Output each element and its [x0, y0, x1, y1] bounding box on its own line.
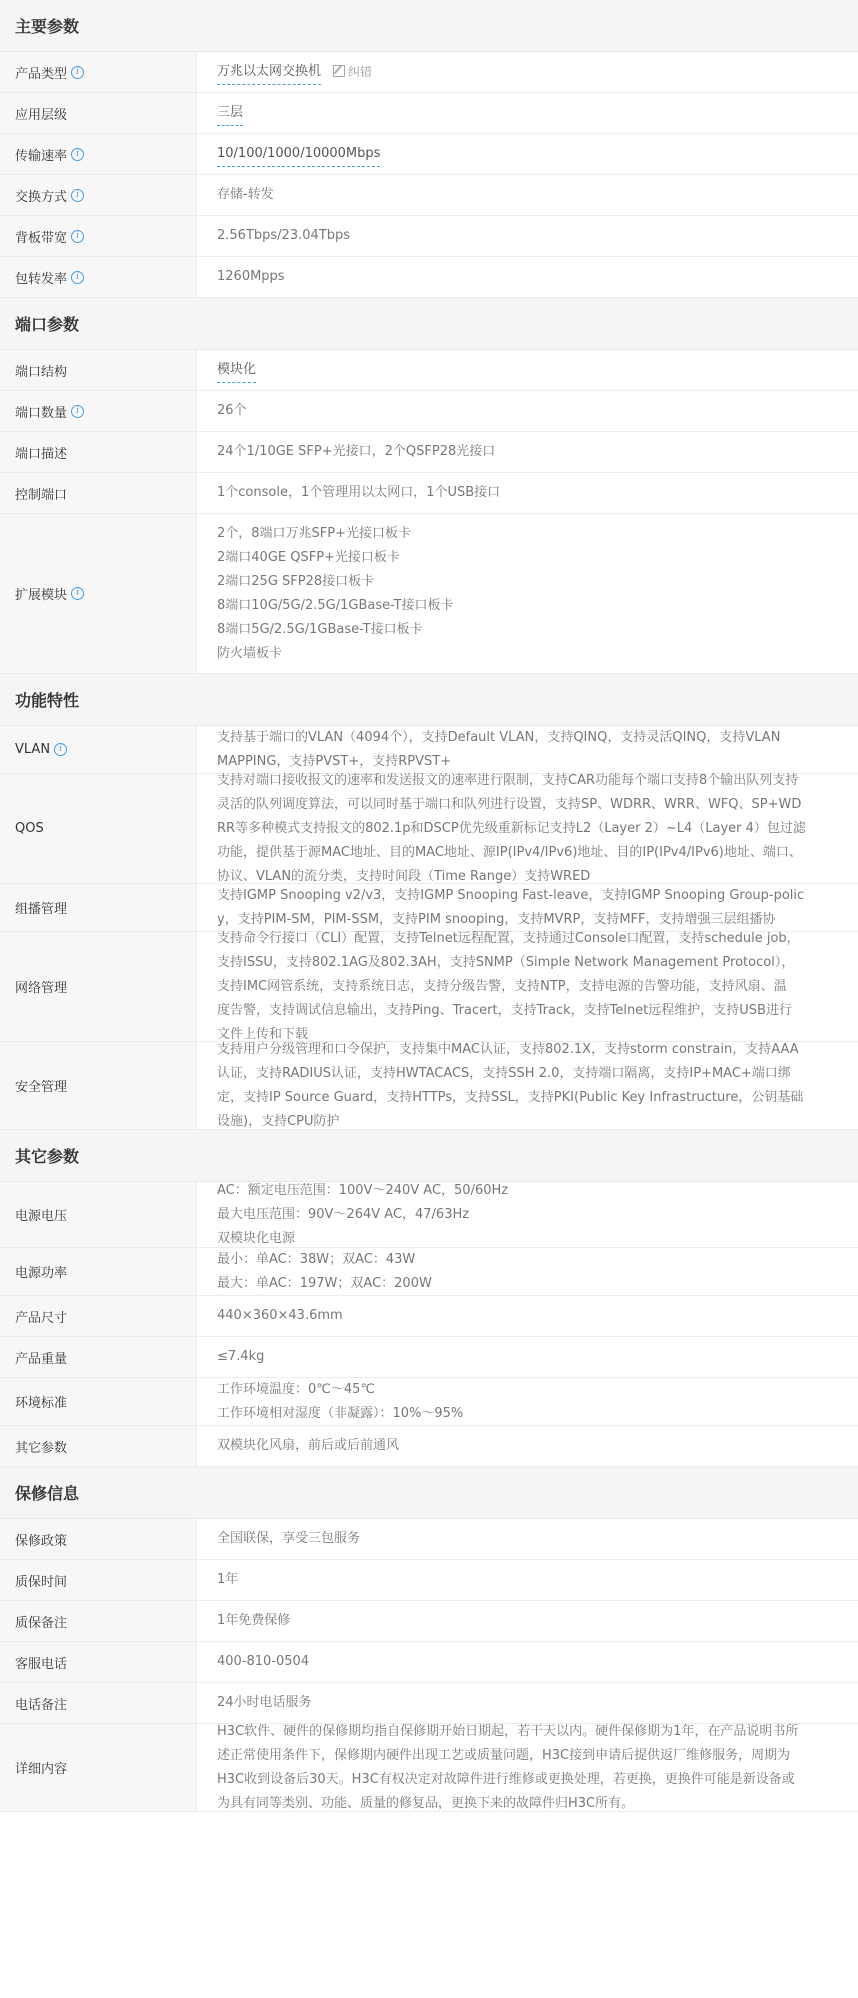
spec-label-text: 电源电压 — [15, 1209, 68, 1224]
spec-value — [197, 1182, 858, 1247]
spec-value — [197, 514, 858, 673]
spec-value-line: 1260Mpps — [217, 269, 285, 284]
info-icon[interactable]: i — [71, 405, 84, 418]
section-header — [0, 298, 858, 350]
spec-value-line: AC：额定电压范围：100V～240V AC，50/60Hz — [217, 1182, 509, 1198]
spec-value-line: H3C软件、硬件的保修期均指自保修期开始日期起，若干天以内。硬件保修期为1年，在产品说明书所 — [217, 1723, 799, 1739]
spec-section — [0, 1130, 858, 1467]
spec-label — [0, 216, 197, 256]
spec-label — [0, 175, 197, 215]
spec-label — [0, 432, 197, 472]
spec-label — [0, 1042, 197, 1129]
section-header — [0, 1130, 858, 1182]
spec-row — [0, 257, 858, 298]
spec-value-line: 认证，支持RADIUS认证，支持HWTACACS，支持SSH 2.0，支持端口隔离，支持IP+MAC+端口绑 — [217, 1065, 791, 1081]
spec-value-line: 1年 — [217, 1572, 239, 1587]
spec-label-text: 保修政策 — [15, 1533, 68, 1549]
spec-value — [197, 52, 858, 92]
section-title: 端口参数 — [15, 315, 80, 334]
spec-label-text: 产品类型 — [15, 66, 68, 82]
spec-value-link[interactable]: 模块化 — [217, 358, 256, 383]
spec-value-line: 2端口25G SFP28接口板卡 — [217, 573, 375, 589]
info-icon[interactable]: i — [71, 189, 84, 202]
spec-row — [0, 884, 858, 932]
spec-label — [0, 932, 197, 1041]
spec-value — [197, 1296, 858, 1336]
info-icon[interactable]: i — [71, 148, 84, 161]
spec-value — [197, 884, 858, 931]
spec-label — [0, 1683, 197, 1723]
spec-label — [0, 1337, 197, 1377]
section-title: 保修信息 — [15, 1484, 80, 1503]
spec-label-text: 端口数量 — [15, 405, 68, 421]
spec-section — [0, 0, 858, 298]
spec-label — [0, 1248, 197, 1295]
spec-value-line: 支持IGMP Snooping v2/v3，支持IGMP Snooping Fast-leave，支持IGMP Snooping Group-polic — [217, 887, 805, 903]
spec-row — [0, 514, 858, 674]
spec-row — [0, 216, 858, 257]
spec-row — [0, 52, 858, 93]
spec-label-text: 环境标准 — [15, 1396, 68, 1411]
spec-value — [197, 932, 858, 1041]
spec-label — [0, 1426, 197, 1466]
spec-label-text: 背板带宽 — [15, 230, 68, 246]
spec-label-text: 包转发率 — [15, 271, 68, 287]
spec-value — [197, 432, 858, 472]
spec-row — [0, 134, 858, 175]
spec-row — [0, 432, 858, 473]
correction-label: 纠错 — [348, 65, 373, 79]
spec-label-text: 其它参数 — [15, 1440, 68, 1456]
spec-value-line: 400-810-0504 — [217, 1654, 310, 1669]
spec-value-line: 全国联保，享受三包服务 — [217, 1531, 361, 1546]
spec-value-line: 度告警，支持调试信息输出，支持Ping、Tracert，支持Track，支持Telnet远程维护，支持USB进行 — [217, 1002, 792, 1018]
spec-section — [0, 298, 858, 674]
spec-value — [197, 1248, 858, 1295]
spec-value-link[interactable]: 万兆以太网交换机 — [217, 60, 321, 85]
spec-value-line: 440×360×43.6mm — [217, 1308, 343, 1323]
spec-value — [197, 1601, 858, 1641]
spec-value-line: 述正常使用条件下，保修期内硬件出现工艺或质量问题，H3C接到申请后提供返厂维修服务，周期为 — [217, 1747, 791, 1763]
spec-label — [0, 1378, 197, 1425]
spec-value — [197, 391, 858, 431]
spec-value-line: 协议、VLAN的流分类，支持时间段（Time Range）支持WRED — [217, 868, 591, 884]
spec-label — [0, 884, 197, 931]
spec-row — [0, 473, 858, 514]
spec-value — [197, 1378, 858, 1425]
spec-value-link[interactable]: 三层 — [217, 101, 243, 126]
spec-value-line[interactable] — [217, 60, 843, 85]
spec-label — [0, 774, 197, 883]
section-title: 其它参数 — [15, 1147, 80, 1166]
spec-label — [0, 93, 197, 133]
spec-label — [0, 1724, 197, 1811]
spec-row — [0, 1248, 858, 1296]
spec-row — [0, 1683, 858, 1724]
spec-value — [197, 216, 858, 256]
spec-value-line: 最小：单AC：38W；双AC：43W — [217, 1251, 416, 1267]
info-icon[interactable]: i — [71, 66, 84, 79]
spec-label — [0, 726, 197, 773]
spec-value-line: 26个 — [217, 403, 247, 418]
spec-value-line: 文件上传和下载 — [217, 1026, 309, 1042]
spec-value-line: MAPPING，支持PVST+，支持RPVST+ — [217, 753, 452, 769]
spec-label-text: 安全管理 — [15, 1080, 68, 1095]
spec-label-text: 客服电话 — [15, 1656, 68, 1672]
spec-label-text: 扩展模块 — [15, 588, 68, 603]
info-icon[interactable]: i — [71, 271, 84, 284]
edit-icon — [333, 65, 345, 77]
spec-label — [0, 350, 197, 390]
spec-value — [197, 774, 858, 883]
spec-label — [0, 391, 197, 431]
spec-value-line: 双模块化风扇，前后或后前通风 — [217, 1438, 400, 1453]
spec-row — [0, 391, 858, 432]
correction-button[interactable] — [333, 60, 372, 84]
spec-label-text: QOS — [15, 821, 44, 836]
spec-value-line: 8端口5G/2.5G/1GBase-T接口板卡 — [217, 621, 423, 637]
spec-label-text: 控制端口 — [15, 487, 68, 503]
spec-label-text: 组播管理 — [15, 902, 68, 917]
spec-value — [197, 175, 858, 215]
spec-label-text: 质保备注 — [15, 1615, 68, 1631]
spec-value-line: 存储-转发 — [217, 187, 274, 202]
spec-value — [197, 1426, 858, 1466]
spec-label-text: 端口结构 — [15, 364, 68, 380]
spec-label — [0, 1560, 197, 1600]
spec-value-line: 工作环境相对湿度（非凝露）：10%～95% — [217, 1405, 464, 1421]
spec-value-line: 支持基于端口的VLAN（4094个），支持Default VLAN，支持QINQ，支持灵活QINQ，支持VLAN — [217, 729, 781, 745]
spec-value-line: 24小时电话服务 — [217, 1695, 312, 1710]
spec-label-text: 交换方式 — [15, 189, 68, 205]
spec-value-line: 支持IMC网管系统，支持系统日志，支持分级告警，支持NTP，支持电源的告警功能，支持风扇、温 — [217, 978, 787, 994]
spec-row — [0, 175, 858, 216]
spec-value — [197, 1724, 858, 1811]
spec-label-text: VLAN — [15, 742, 51, 757]
spec-label-text: 应用层级 — [15, 107, 68, 123]
spec-label-text: 详细内容 — [15, 1762, 68, 1777]
spec-value — [197, 134, 858, 174]
spec-row — [0, 774, 858, 884]
spec-row — [0, 93, 858, 134]
spec-value-line: 最大：单AC：197W；双AC：200W — [217, 1275, 432, 1291]
section-title: 功能特性 — [15, 691, 80, 710]
spec-label — [0, 473, 197, 513]
spec-label-text: 传输速率 — [15, 148, 68, 164]
spec-row — [0, 1519, 858, 1560]
spec-value-line: 定，支持IP Source Guard，支持HTTPs，支持SSL，支持PKI(Public Key Infrastructure，公钥基础 — [217, 1089, 804, 1105]
spec-label — [0, 257, 197, 297]
info-icon[interactable]: i — [71, 230, 84, 243]
spec-value-line: y，支持PIM-SM，PIM-SSM，支持PIM snooping，支持MVRP，支持MFF，支持增强三层组播协 — [217, 911, 776, 927]
section-header — [0, 674, 858, 726]
spec-label-text: 产品尺寸 — [15, 1310, 68, 1326]
info-icon[interactable]: i — [71, 587, 84, 600]
section-title: 主要参数 — [15, 17, 80, 36]
spec-row — [0, 1560, 858, 1601]
spec-value — [197, 1337, 858, 1377]
spec-label-text: 电源功率 — [15, 1266, 68, 1281]
spec-label-text: 网络管理 — [15, 981, 68, 996]
spec-label — [0, 1296, 197, 1336]
spec-row — [0, 1182, 858, 1248]
spec-row — [0, 1724, 858, 1812]
spec-row — [0, 1296, 858, 1337]
spec-value-link[interactable]: 10/100/1000/10000Mbps — [217, 142, 380, 167]
spec-value-line: RR等多种模式支持报文的802.1p和DSCP优先级重新标记支持L2（Layer 2）~L4（Layer 4）包过滤 — [217, 820, 806, 836]
spec-value-line: 功能，提供基于源MAC地址、目的MAC地址、源IP(IPv4/IPv6)地址、目的IP(IPv4/IPv6)地址、端口、 — [217, 844, 802, 860]
spec-value-line: 防火墙板卡 — [217, 645, 283, 661]
spec-row — [0, 1337, 858, 1378]
spec-value-line: 支持ISSU，支持802.1AG及802.3AH，支持SNMP（Simple Network Management Protocol）， — [217, 954, 795, 970]
spec-label — [0, 1519, 197, 1559]
spec-section — [0, 674, 858, 1130]
spec-row — [0, 932, 858, 1042]
spec-value — [197, 1683, 858, 1723]
spec-row — [0, 1378, 858, 1426]
spec-value-line: 支持命令行接口（CLI）配置，支持Telnet远程配置，支持通过Console口配置，支持schedule job， — [217, 930, 800, 946]
spec-label-text: 质保时间 — [15, 1574, 68, 1590]
section-header — [0, 1467, 858, 1519]
spec-row — [0, 1426, 858, 1467]
section-header — [0, 0, 858, 52]
spec-label-text: 电话备注 — [15, 1697, 68, 1713]
spec-value-line[interactable] — [217, 358, 843, 383]
spec-label-text: 端口描述 — [15, 446, 68, 462]
spec-value-line: 最大电压范围：90V～264V AC，47/63Hz — [217, 1206, 470, 1222]
spec-value — [197, 350, 858, 390]
spec-value-line: 双模块化电源 — [217, 1230, 296, 1246]
spec-value-line: 支持对端口接收报文的速率和发送报文的速率进行限制，支持CAR功能每个端口支持8个输出队列支持 — [217, 772, 799, 788]
spec-value-line: 支持用户分级管理和口令保护，支持集中MAC认证，支持802.1X，支持storm constrain，支持AAA — [217, 1041, 799, 1057]
spec-value-line: 2.56Tbps/23.04Tbps — [217, 228, 350, 243]
info-icon[interactable]: i — [54, 743, 67, 756]
spec-value — [197, 726, 858, 773]
spec-value — [197, 1560, 858, 1600]
spec-row — [0, 1642, 858, 1683]
spec-row — [0, 1042, 858, 1130]
spec-value — [197, 93, 858, 133]
spec-value-line: H3C收到设备后30天。H3C有权决定对故障件进行维修或更换处理，若更换，更换件可能是新设备或 — [217, 1771, 795, 1787]
spec-section — [0, 1467, 858, 1812]
spec-value-line: 2端口40GE QSFP+光接口板卡 — [217, 549, 400, 565]
spec-label — [0, 1601, 197, 1641]
spec-value-line: 1年免费保修 — [217, 1613, 291, 1628]
spec-label — [0, 52, 197, 92]
spec-value-line: 1个console，1个管理用以太网口，1个USB接口 — [217, 485, 501, 500]
spec-value-line: 灵活的队列调度算法，可以同时基于端口和队列进行设置，支持SP、WDRR、WRR、WFQ、SP+WD — [217, 796, 802, 812]
spec-value — [197, 473, 858, 513]
spec-value — [197, 1642, 858, 1682]
spec-label-text: 产品重量 — [15, 1351, 68, 1367]
spec-row — [0, 1601, 858, 1642]
spec-value-line: 8端口10G/5G/2.5G/1GBase-T接口板卡 — [217, 597, 454, 613]
spec-label — [0, 1182, 197, 1247]
spec-value-line: 2个，8端口万兆SFP+光接口板卡 — [217, 525, 412, 541]
spec-label — [0, 1642, 197, 1682]
spec-value-line: 24个1/10GE SFP+光接口，2个QSFP28光接口 — [217, 444, 496, 459]
spec-row — [0, 350, 858, 391]
spec-value-line: 设施)，支持CPU防护 — [217, 1113, 340, 1129]
spec-value — [197, 1519, 858, 1559]
spec-value-line[interactable] — [217, 101, 843, 126]
spec-value — [197, 257, 858, 297]
spec-label — [0, 134, 197, 174]
spec-value-line: 为具有同等类别、功能、质量的修复品，更换下来的故障件归H3C所有。 — [217, 1795, 635, 1811]
spec-value-line: ≤7.4kg — [217, 1349, 265, 1364]
spec-value-line: 工作环境温度：0℃～45℃ — [217, 1381, 376, 1397]
spec-value — [197, 1042, 858, 1129]
spec-value-line[interactable] — [217, 142, 843, 167]
spec-row — [0, 726, 858, 774]
spec-label — [0, 514, 197, 673]
